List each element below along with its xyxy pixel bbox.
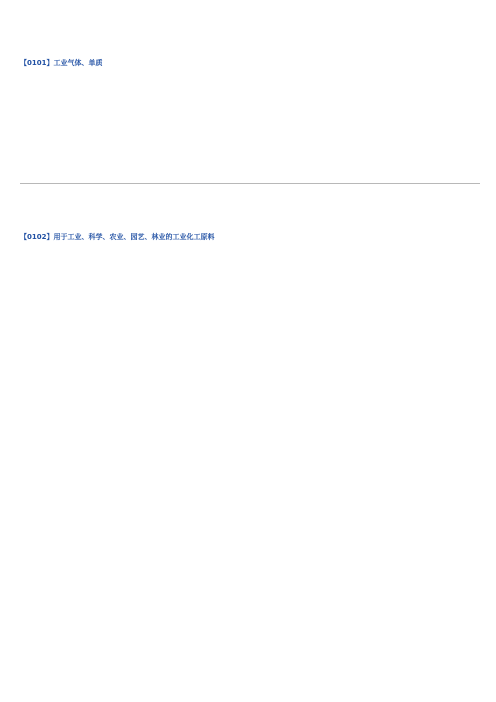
section-heading-0101: 【0101】工业气体、单质 [20,59,103,67]
text-line [20,360,480,369]
note-line [20,217,480,226]
text-line [20,426,480,435]
text-line [20,90,480,99]
text-line [20,411,480,420]
text-line [20,264,480,273]
text-line [20,444,480,453]
text-line [20,123,480,132]
text-line [20,105,480,114]
paragraph-0102-part2 [20,306,480,369]
text-line [20,351,480,360]
text-line [20,72,480,81]
paragraph-0101-elements [20,105,480,177]
notes-0101 [20,190,480,226]
text-line [20,375,480,384]
text-line [20,393,480,402]
text-line [20,282,480,291]
text-line [20,159,480,168]
text-line [20,273,480,282]
note-line [20,190,480,199]
paragraph-0101-gases [20,72,480,99]
text-line [20,141,480,150]
text-line [20,132,480,141]
text-line [20,306,480,315]
paragraph-0102-part3 [20,375,480,420]
text-line [20,81,480,90]
note-line [20,199,480,208]
paragraph-0102-part1 [20,255,480,300]
text-line [20,315,480,324]
section-intro [20,246,480,255]
note-line [20,208,480,217]
section-heading-0102: 【0102】用于工业、科学、农业、园艺、林业的工业化工原料 [20,233,215,241]
text-line [20,291,480,300]
text-line [20,324,480,333]
text-line [20,150,480,159]
text-line [20,384,480,393]
text-line [20,333,480,342]
section-divider [20,183,480,184]
text-line [20,435,480,444]
paragraph-0102-part4 [20,426,480,471]
text-line [20,255,480,264]
text-line [20,462,480,471]
text-line [20,114,480,123]
text-line [20,342,480,351]
text-line [20,168,480,177]
text-line [20,402,480,411]
text-line [20,453,480,462]
